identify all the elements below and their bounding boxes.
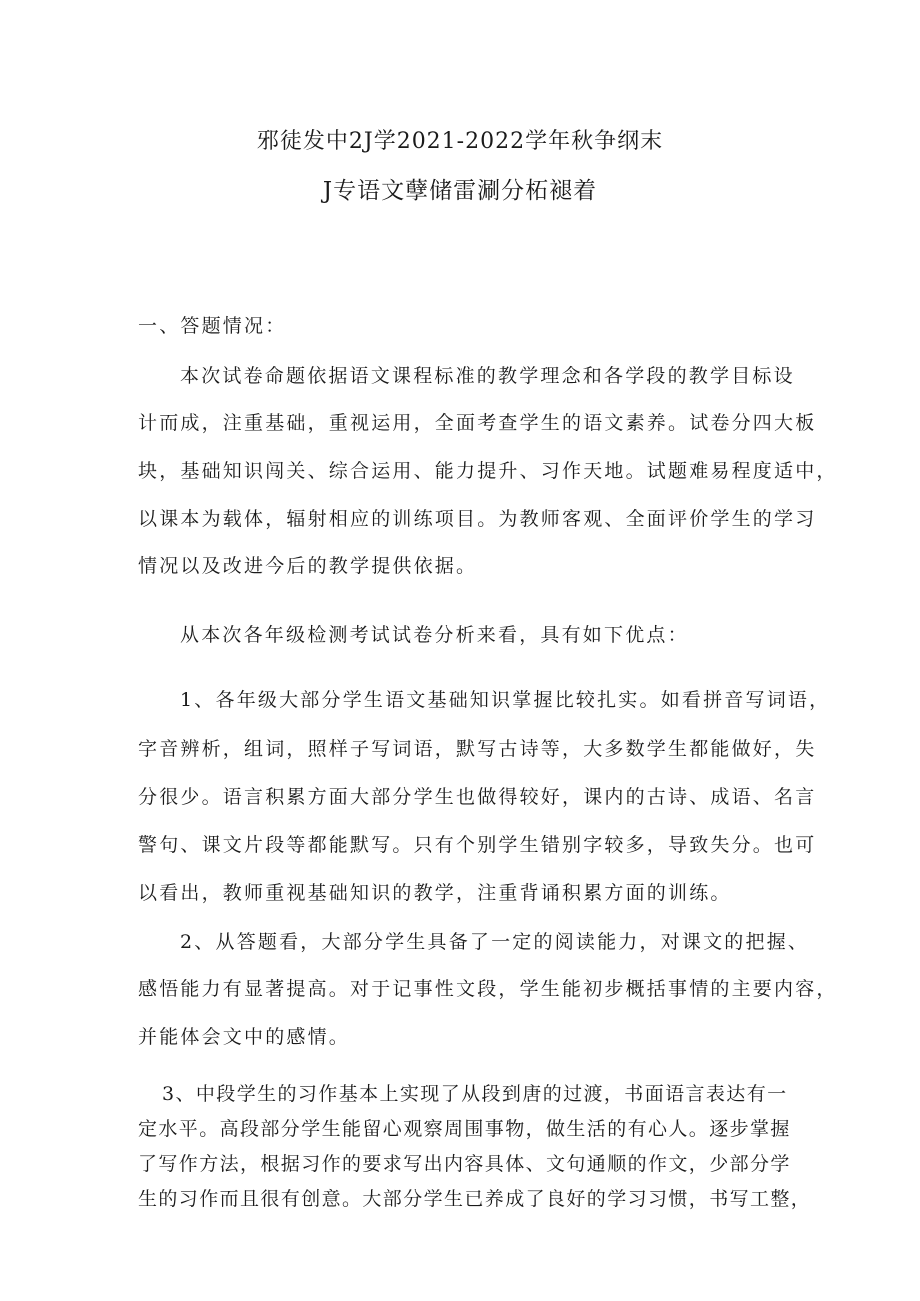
paragraph-line: 从本次各年级检测考试试卷分析来看，具有如下优点：	[180, 624, 689, 646]
paragraph-line: 并能体会文中的感情。	[138, 1026, 351, 1048]
paragraph-line: 定水平。高段部分学生能留心观察周围事物，做生活的有心人。逐步掌握	[138, 1118, 791, 1140]
paragraph-line: 计而成，注重基础，重视运用，全面考查学生的语文素养。试卷分四大板	[138, 412, 817, 434]
paragraph-line: 1、各年级大部分学生语文基础知识掌握比较扎实。如看拼音写词语，	[180, 689, 831, 711]
paragraph-line: 块，基础知识闯关、综合运用、能力提升、习作天地。试题难易程度适中，	[138, 460, 838, 482]
paragraph-line: 2、从答题看，大部分学生具备了一定的阅读能力，对课文的把握、	[180, 931, 810, 953]
paragraph-line: 了写作方法，根据习作的要求写出内容具体、文句通顺的作文，少部分学	[138, 1153, 791, 1175]
paragraph-line: 3、中段学生的习作基本上实现了从段到唐的过渡，书面语言表达有一	[162, 1083, 788, 1105]
paragraph-line: 警句、课文片段等都能默写。只有个别学生错别字较多，导致失分。也可	[138, 834, 817, 856]
paragraph-line: 分很少。语言积累方面大部分学生也做得较好，课内的古诗、成语、名言	[138, 786, 817, 808]
paragraph-line: 本次试卷命题依据语文课程标准的教学理念和各学段的教学目标设	[180, 365, 795, 387]
paragraph-line: 感悟能力有显著提高。对于记事性文段，学生能初步概括事情的主要内容，	[138, 978, 838, 1000]
paragraph-line: 生的习作而且很有创意。大部分学生已养成了良好的学习习惯，书写工整，	[138, 1188, 812, 1210]
paragraph-line: 字音辨析，组词，照样子写词语，默写古诗等，大多数学生都能做好，失	[138, 738, 817, 760]
document-title-line-2: J专语文孽储雷涮分柘褪着	[322, 178, 598, 204]
section-heading: 一、答题情况：	[138, 315, 287, 337]
paragraph-line: 以课本为载体，辐射相应的训练项目。为教师客观、全面评价学生的学习	[138, 508, 817, 530]
paragraph-line: 情况以及改进今后的教学提供依据。	[138, 555, 478, 577]
document-title-line-1: 邪徒发中2J学2021-2022学年秋争纲末	[256, 129, 664, 154]
paragraph-line: 以看出，教师重视基础知识的教学，注重背诵积累方面的训练。	[138, 882, 732, 904]
